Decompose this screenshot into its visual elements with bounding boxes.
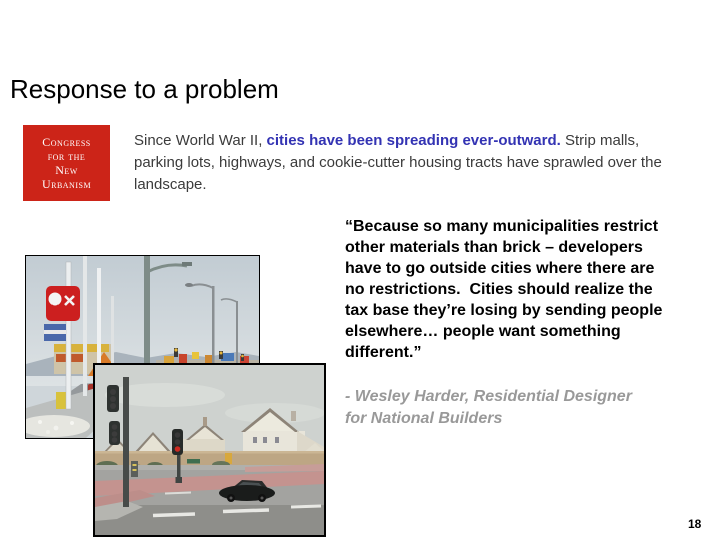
logo-line: for the [47,149,86,163]
quote-block [345,216,705,363]
quote-line: elsewhere… people want something [345,323,621,340]
boundary-wall [95,451,324,466]
page-title: Response to a problem [10,74,279,104]
intro-text-post: Strip malls, parking lots, highways, and cookie-cutter housing tracts have sprawled over the landscape. [134,132,662,193]
road [95,464,324,535]
photo-suburban-intersection [93,363,326,537]
quote-attribution [345,386,705,430]
intro-paragraph [134,130,686,196]
page-number: 18 [688,517,702,531]
logo-line: Congress [42,135,91,149]
quote-line: have to go outside cities where there are [345,260,655,277]
suburban-photo-illustration [95,365,324,535]
intro-text-pre: Since World War II, [134,132,267,149]
quote-line: “Because so many municipalities restrict [345,218,659,235]
quote-line: tax base they’re losing by sending people [345,302,663,319]
cnu-logo [23,125,110,201]
logo-line: New [55,163,78,177]
quote-line: different.” [345,344,422,361]
quote-line: no restrictions. Cities should realize the [345,281,653,298]
logo-line: Urbanism [41,177,92,191]
intro-text-highlight: cities have been spreading ever-outward. [266,132,561,149]
quote-line: other materials than brick – developers [345,239,643,256]
attribution-line: for National Builders [345,410,503,427]
attribution-line: - Wesley Harder, Residential Designer [345,388,632,405]
